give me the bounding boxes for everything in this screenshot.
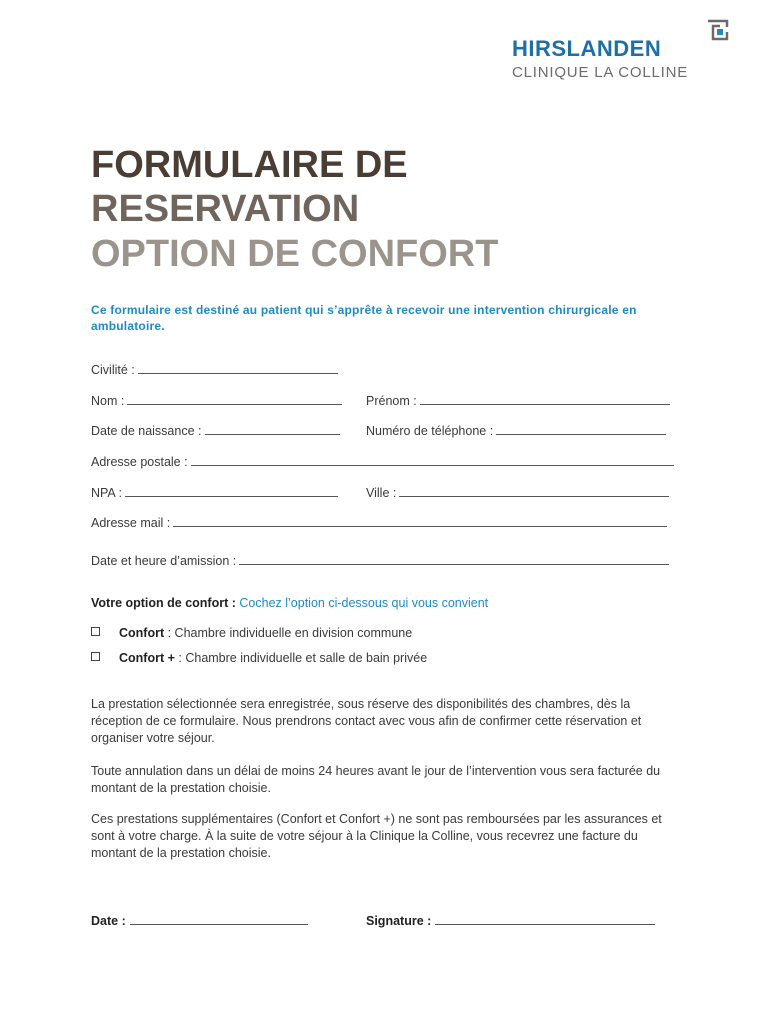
paragraph-annulation: Toute annulation dans un délai de moins 24 heures avant le jour de l’intervention vous sera facturée du montant de la prestation choisie.: [91, 764, 661, 795]
field-npa[interactable]: [91, 484, 338, 500]
signature-field[interactable]: [366, 912, 655, 928]
field-civilite[interactable]: [91, 361, 338, 377]
option-confort-plus-description: : Chambre individuelle et salle de bain privée: [178, 651, 428, 665]
field-telephone[interactable]: [366, 422, 666, 438]
option-heading: [91, 596, 488, 610]
field-admission-line[interactable]: [239, 552, 669, 565]
date-label: Date :: [91, 914, 126, 928]
brand-name: HIRSLANDEN: [512, 36, 662, 61]
field-npa-line[interactable]: [125, 484, 338, 497]
field-naissance[interactable]: [91, 422, 340, 438]
field-email-label: Adresse mail :: [91, 516, 171, 530]
field-npa-label: NPA :: [91, 486, 123, 500]
field-ville-label: Ville :: [366, 486, 397, 500]
option-confort[interactable]: [91, 626, 412, 640]
field-adresse[interactable]: [91, 453, 674, 469]
checkbox-confort[interactable]: [91, 627, 100, 636]
field-civilite-label: Civilité :: [91, 363, 135, 377]
option-confort-description: : Chambre individuelle en division commune: [167, 626, 413, 640]
field-email-line[interactable]: [173, 514, 667, 527]
paragraph-prestations: Ces prestations supplémentaires (Confort et Confort +) ne sont pas remboursées par les assurances et sont à votre charge. À la suite de votre séjour à la Clinique la Colline, vous recevrez une facture du montant de la prestation choisie.: [91, 812, 662, 860]
date-field[interactable]: [91, 912, 308, 928]
field-telephone-line[interactable]: [496, 422, 666, 435]
option-confort-plus-label: Confort +: [119, 651, 175, 665]
field-prenom[interactable]: [366, 392, 670, 408]
field-email[interactable]: [91, 514, 667, 530]
field-telephone-label: Numéro de téléphone :: [366, 424, 494, 438]
brand-subtitle: CLINIQUE LA COLLINE: [512, 64, 689, 81]
title-line-1: FORMULAIRE DE: [91, 144, 408, 186]
field-naissance-line[interactable]: [205, 422, 340, 435]
field-nom-line[interactable]: [127, 392, 342, 405]
date-line[interactable]: [130, 912, 308, 925]
field-adresse-line[interactable]: [191, 453, 674, 466]
signature-label: Signature :: [366, 914, 432, 928]
field-admission-label: Date et heure d’amission :: [91, 554, 237, 568]
intro-text: Ce formulaire est destiné au patient qui s’apprête à recevoir une intervention chirurgicale en ambulatoire.: [91, 303, 637, 333]
hirslanden-mark-icon: [705, 18, 731, 42]
option-confort-plus[interactable]: [91, 651, 427, 665]
checkbox-confort-plus[interactable]: [91, 652, 100, 661]
field-nom[interactable]: [91, 392, 342, 408]
paragraph-reservation: La prestation sélectionnée sera enregistrée, sous réserve des disponibilités des chambres, dès la réception de ce formulaire. Nous prendrons contact avec vous afin de confirmer cette réservation et organiser votre séjour.: [91, 697, 642, 745]
option-confort-label: Confort: [119, 626, 165, 640]
field-prenom-line[interactable]: [420, 392, 670, 405]
option-heading-label: Votre option de confort :: [91, 596, 236, 610]
field-naissance-label: Date de naissance :: [91, 424, 202, 438]
signature-line[interactable]: [435, 912, 655, 925]
field-adresse-label: Adresse postale :: [91, 455, 188, 469]
field-prenom-label: Prénom :: [366, 394, 417, 408]
title-line-2: RESERVATION: [91, 188, 360, 230]
field-admission[interactable]: [91, 552, 669, 568]
field-ville[interactable]: [366, 484, 669, 500]
option-hint: Cochez l’option ci-dessous qui vous convient: [239, 596, 489, 610]
title-line-3: OPTION DE CONFORT: [91, 233, 499, 275]
field-civilite-line[interactable]: [138, 361, 338, 374]
field-nom-label: Nom :: [91, 394, 125, 408]
field-ville-line[interactable]: [399, 484, 669, 497]
